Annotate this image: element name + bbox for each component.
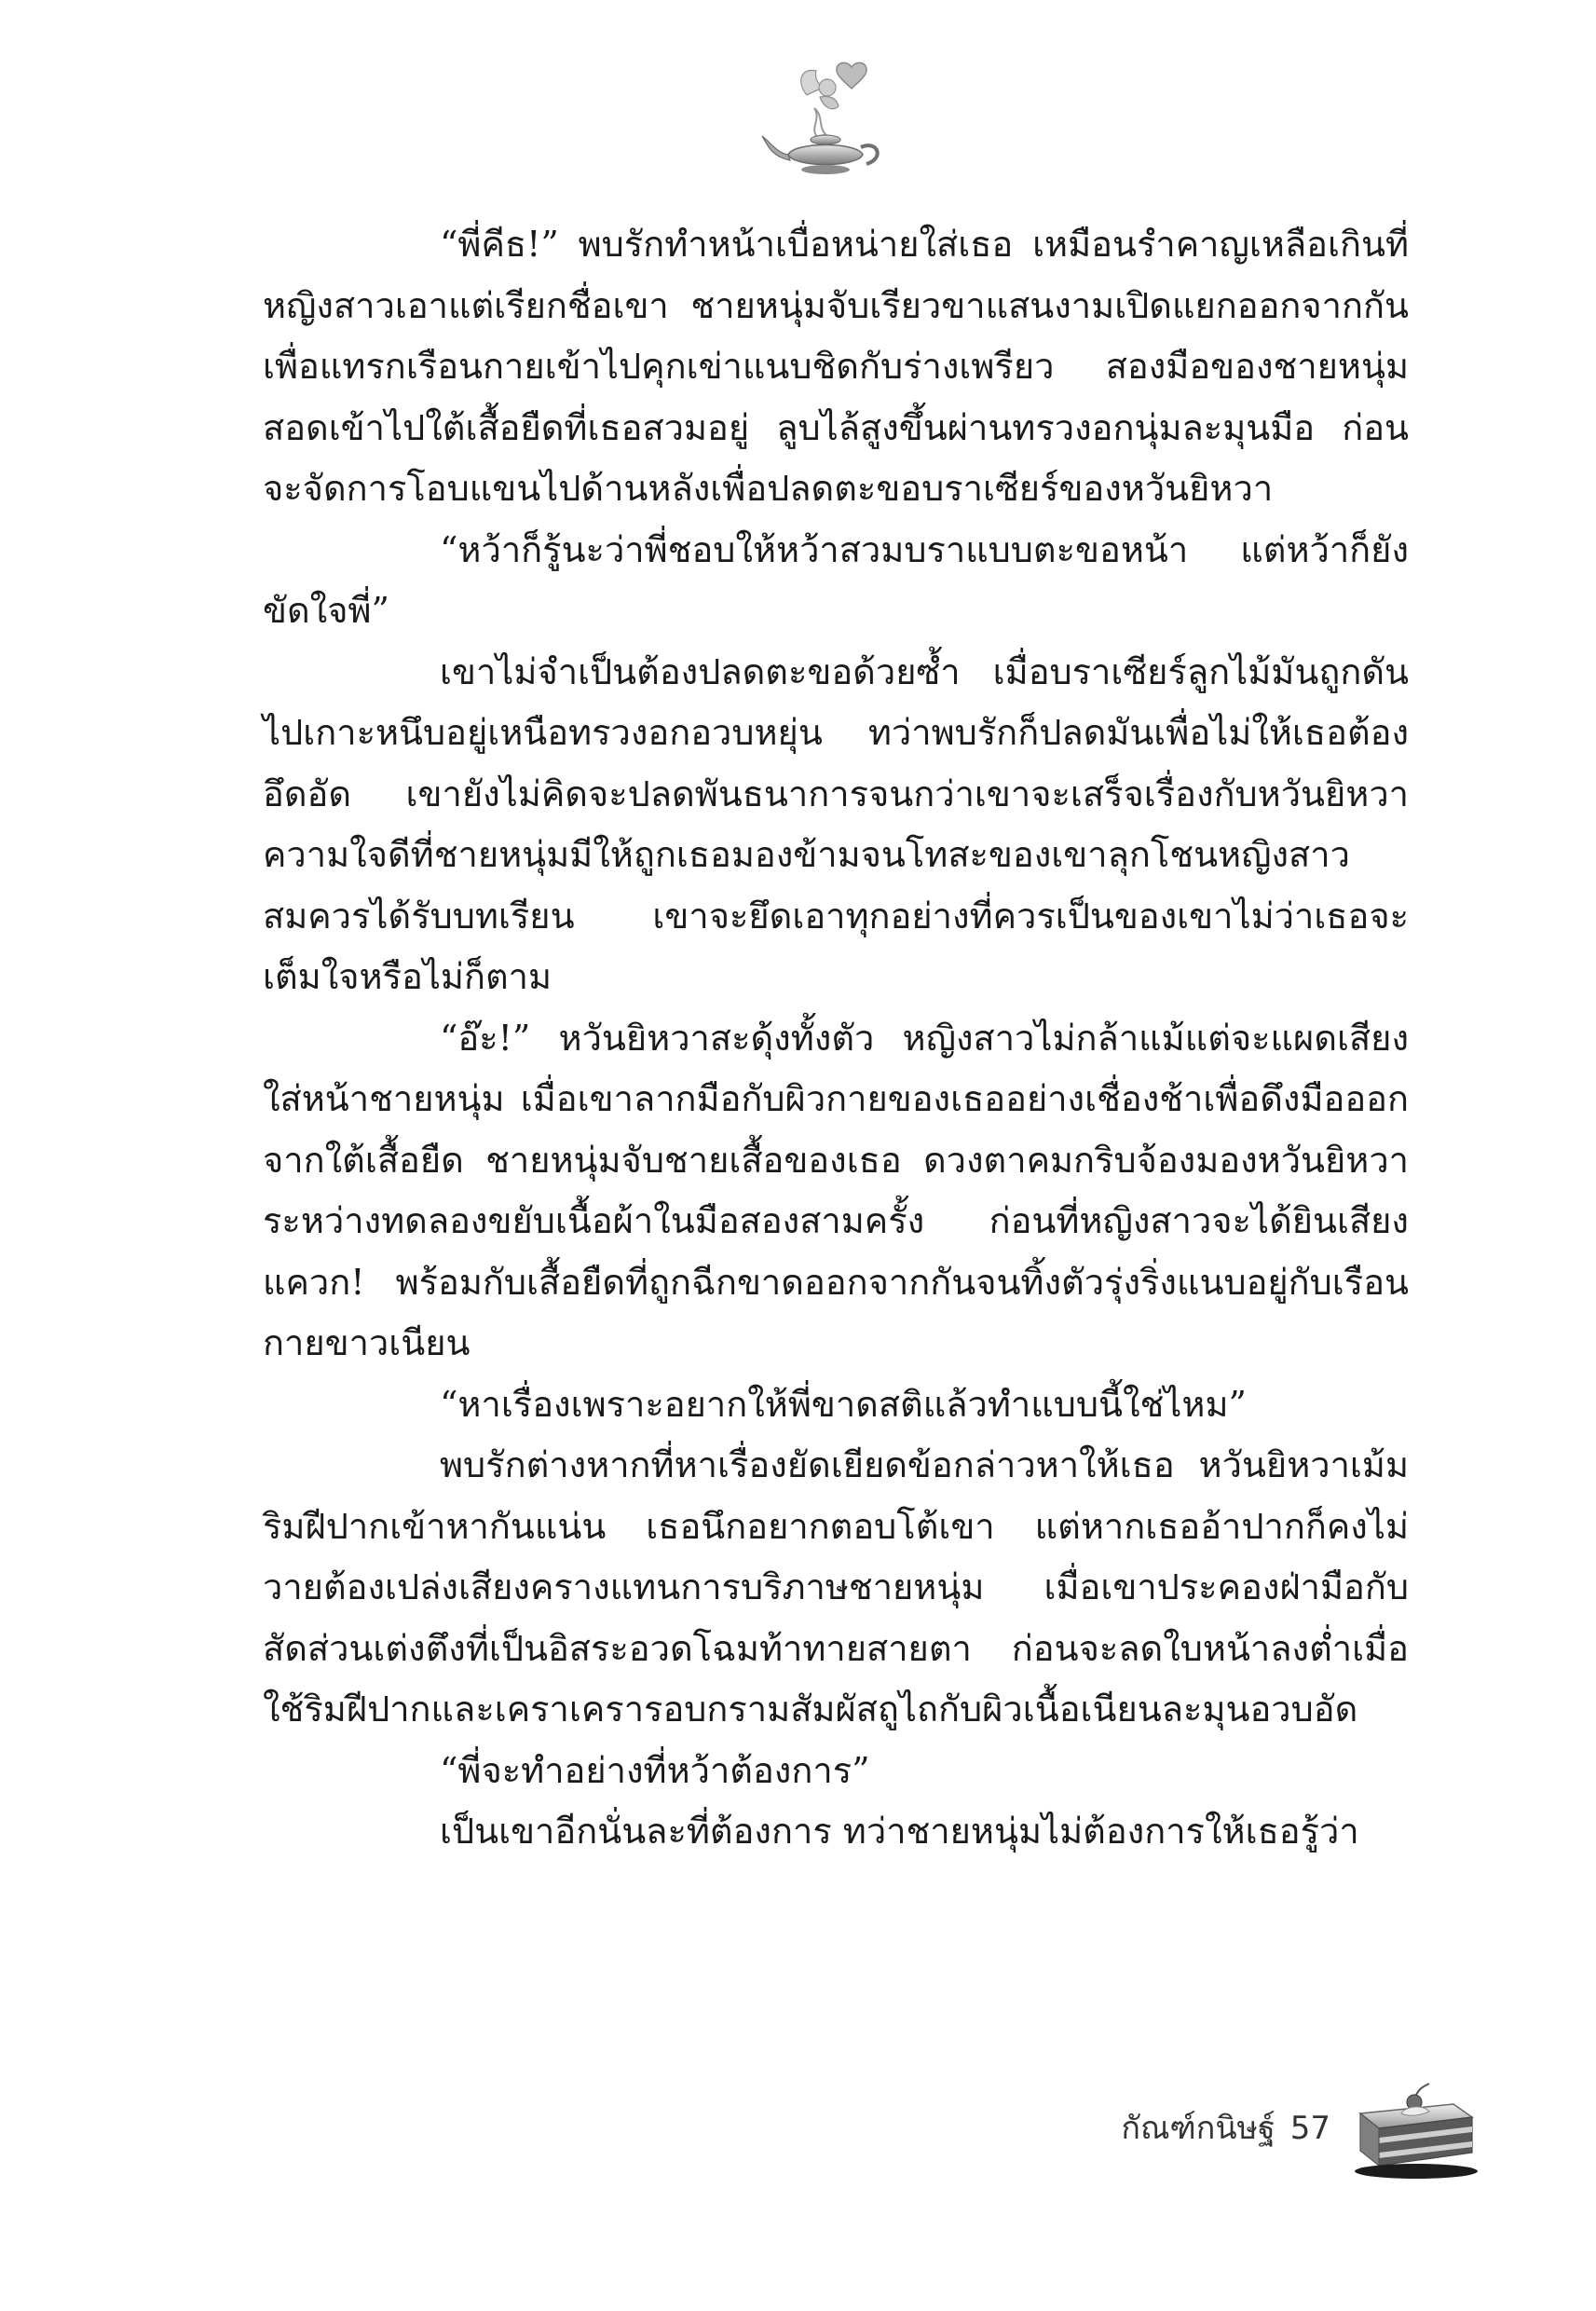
paragraph: เป็นเขาอีกนั่นละที่ต้องการ ทว่าชายหนุ่มไม่ต้องการให้เธอรู้ว่า <box>440 1811 1359 1852</box>
paragraph: “หาเรื่องเพราะอยากให้พี่ขาดสติแล้วทำแบบนี้ใช่ไหม” <box>440 1383 1247 1425</box>
book-title: กัณฑ์กนิษฐ์ <box>1121 2110 1275 2147</box>
paragraph: “อ๊ะ!” หวันยิหวาสะดุ้งทั้งตัว หญิงสาวไม่กล้าแม้แต่จะแผดเสียงใส่หน้าชายหนุ่ม เมื่อเขาลากมือกับผิวกายของเธออย่างเชื่องช้าเพื่อดึงมือออกจากใต้เสื้อยืด ชายหนุ่มจับชายเสื้อของเธอ ดวงตาคมกริบจ้องมองหวันยิหวาระหว่างทดลองขยับเนื้อผ้าในมือสองสามครั้ง ก่อนที่หญิงสาวจะได้ยินเสียง แควก! พร้อมกับเสื้อยืดที่ถูกฉีกขาดออกจากกันจนทิ้งตัวรุ่งริ่งแนบอยู่กับเรือนกายขาวเนียน <box>263 1017 1409 1363</box>
story-body <box>263 214 1409 1863</box>
paragraph: พบรักต่างหากที่หาเรื่องยัดเยียดข้อกล่าวหาให้เธอ หวันยิหวาเม้มริมฝีปากเข้าหากันแน่น เธอนึกอยากตอบโต้เขา แต่หากเธออ้าปากก็คงไม่วายต้องเปล่งเสียงครางแทนการบริภาษชายหนุ่ม เมื่อเขาประคองฝ่ามือกับสัดส่วนเต่งตึงที่เป็นอิสระอวดโฉมท้าทายสายตา ก่อนจะลดใบหน้าลงต่ำเมื่อใช้ริมฝีปากและเคราเครารอบกรามสัมผัสถูไถกับผิวเนื้อเนียนละมุนอวบอัด <box>263 1444 1409 1730</box>
paragraph: “พี่จะทำอย่างที่หว้าต้องการ” <box>440 1749 870 1791</box>
paragraph: เขาไม่จำเป็นต้องปลดตะขอด้วยซ้ำ เมื่อบราเซียร์ลูกไม้มันถูกดันไปเกาะหนึบอยู่เหนือทรวงอกอวบหยุ่น ทว่าพบรักก็ปลดมันเพื่อไม่ให้เธอต้องอึดอัด เขายังไม่คิดจะปลดพันธนาการจนกว่าเขาจะเสร็จเรื่องกับหวันยิหวา ความใจดีที่ชายหนุ่มมีให้ถูกเธอมองข้ามจนโทสะของเขาลุกโชนหญิงสาวสมควรได้รับบทเรียน เขาจะยึดเอาทุกอย่างที่ควรเป็นของเขาไม่ว่าเธอจะเต็มใจหรือไม่ก็ตาม <box>263 650 1409 997</box>
paragraph: “หว้าก็รู้นะว่าพี่ชอบให้หว้าสวมบราแบบตะขอหน้า แต่หว้าก็ยังขัดใจพี่” <box>263 528 1409 631</box>
page-footer <box>1121 2102 1330 2153</box>
cupid-teapot-ornament-icon <box>753 54 893 185</box>
cake-slice-ornament-icon <box>1342 2080 1481 2182</box>
paragraph: “พี่คีธ!” พบรักทำหน้าเบื่อหน่ายใส่เธอ เหมือนรำคาญเหลือเกินที่หญิงสาวเอาแต่เรียกชื่อเขา ชายหนุ่มจับเรียวขาแสนงามเปิดแยกออกจากกันเพื่อแทรกเรือนกายเข้าไปคุกเข่าแนบชิดกับร่างเพรียว สองมือของชายหนุ่มสอดเข้าไปใต้เสื้อยืดที่เธอสวมอยู่ ลูบไล้สูงขึ้นผ่านทรวงอกนุ่มละมุนมือ ก่อนจะจัดการโอบแขนไปด้านหลังเพื่อปลดตะขอบราเซียร์ของหวันยิหวา <box>263 224 1409 509</box>
page-number: 57 <box>1289 2110 1330 2147</box>
